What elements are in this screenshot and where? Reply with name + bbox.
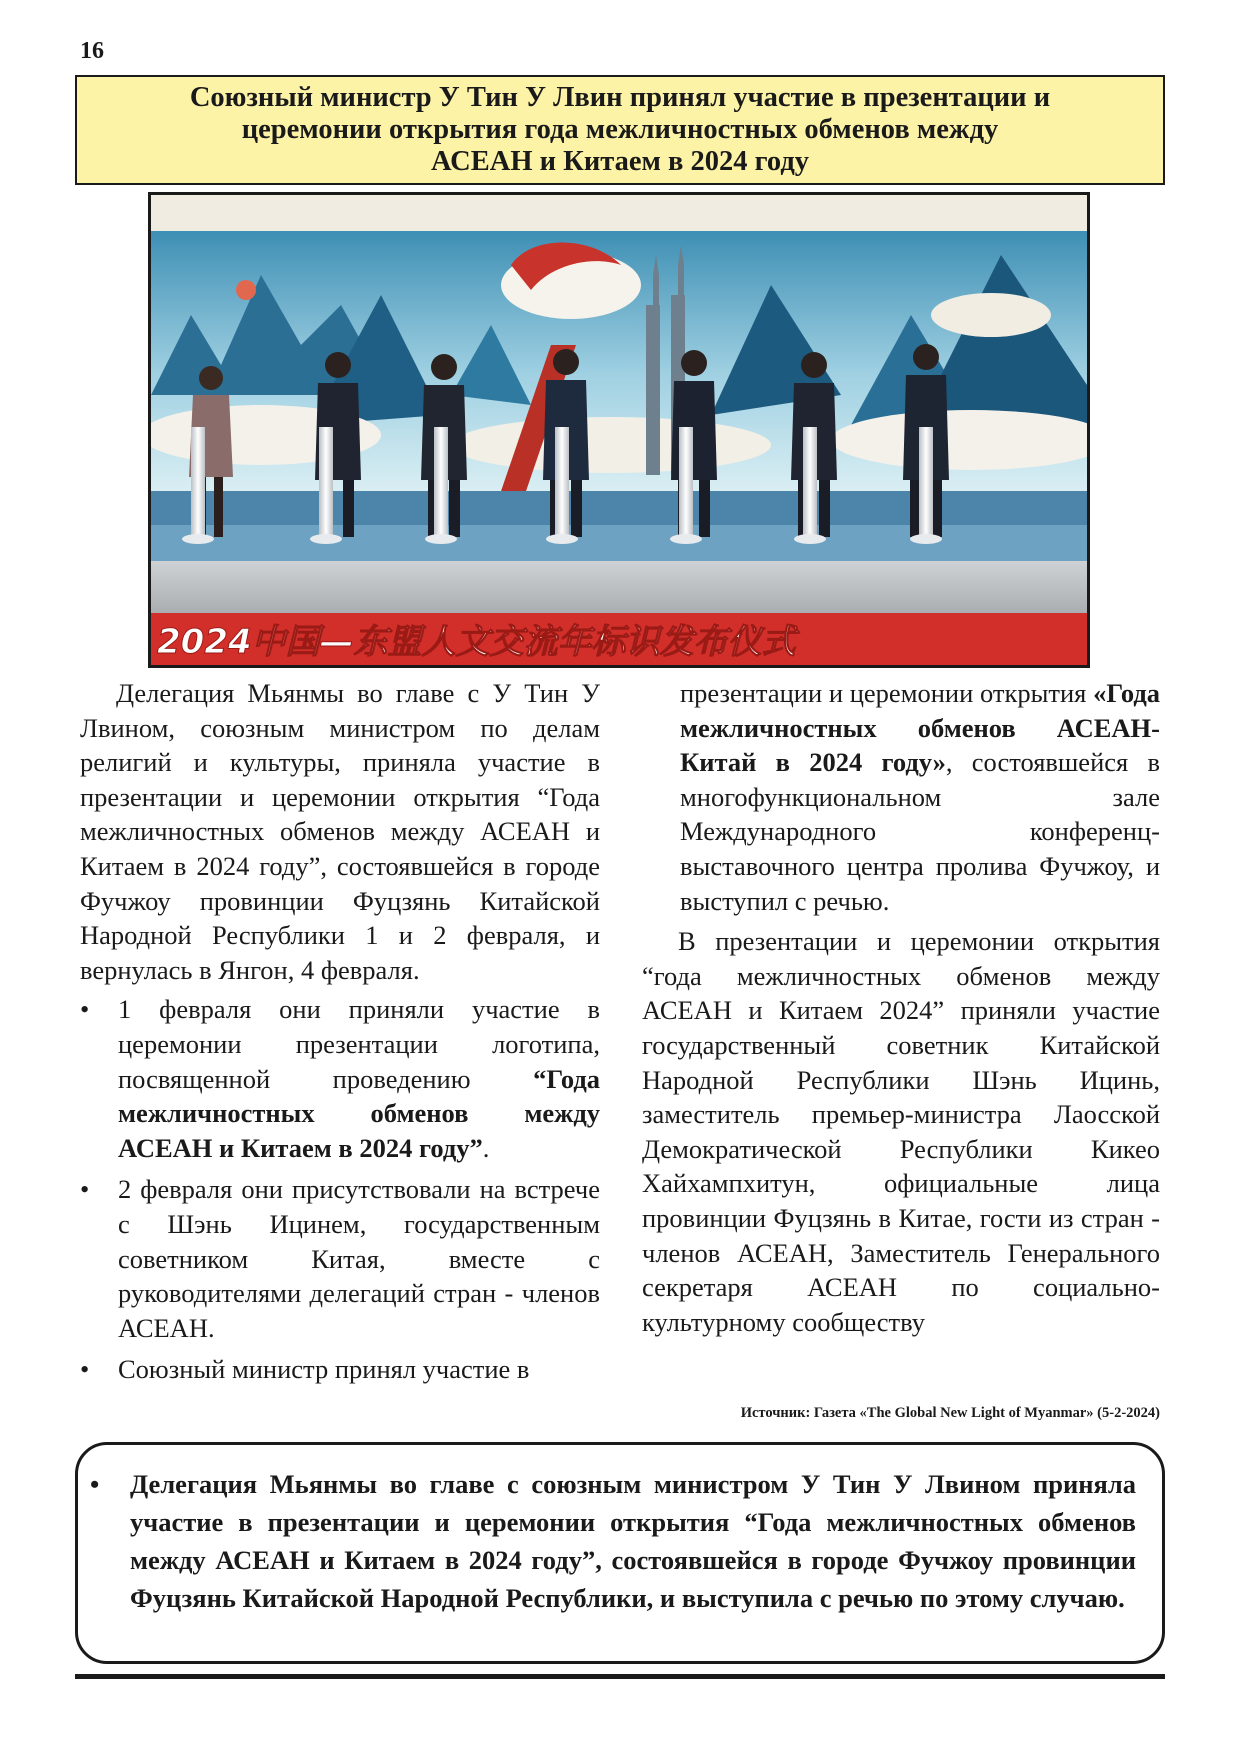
summary-text: • Делегация Мьянмы во главе с союзным министром У Тин У Лвином приняла участие в презентации и церемонии открытия “Года межличностных обменов между АСЕАН и Китаем в 2024 году”, состоявшейся в городе Фучжоу провинции Фуцзянь Китайской Народной Республики, и выступила с речью по этому случаю.	[130, 1465, 1136, 1617]
article-title-line-1: Союзный министр У Тин У Лвин принял участие в презентации и	[189, 82, 1051, 113]
bottom-divider	[75, 1674, 1165, 1679]
bullet-item-1	[80, 992, 600, 1165]
source-credit: Источник: Газета «The Global New Light of Myanmar» (5-2-2024)	[740, 1405, 1160, 1421]
bullet-item-3: • Союзный министр принял участие в	[80, 1352, 600, 1387]
bullet-3-continuation	[642, 676, 1160, 918]
ceremony-photo	[148, 192, 1090, 668]
article-title-line-3: АСЕАН и Китаем в 2024 году	[430, 146, 809, 177]
continuation-end: , состоявшейся в многофункциональном зале Международного конференц-выставочного центра пролива Фучжоу, и выступил с речью.	[680, 747, 1160, 916]
ceremony-photo-illustration	[151, 195, 1087, 665]
continuation-bold: «Года межличностных обменов АСЕАН-Китай в 2024 году»	[680, 678, 1160, 778]
left-column	[80, 676, 600, 1387]
intro-paragraph: Делегация Мьянмы во главе с У Тин У Лвином, союзным министром по делам религий и культуры, приняла участие в презентации и церемонии открытия “Года межличностных обменов между АСЕАН и Китаем в 2024 году”, состоявшейся в городе Фучжоу провинции Фуцзянь Китайской Народной Республики 1 и 2 февраля, и вернулась в Янгон, 4 февраля.	[80, 678, 600, 985]
bullet-1-end: .	[482, 1132, 490, 1163]
photo-banner-text: 2024中国—东盟人文交流年标识发布仪式	[157, 622, 796, 662]
article-title-line-2: церемонии открытия года межличностных обменов между	[241, 114, 999, 145]
bullet-1-text: 1 февраля они приняли участие в церемонии презентации логотипа, посвященной проведению	[118, 994, 600, 1094]
article-title-box	[75, 75, 1165, 185]
summary-box	[75, 1442, 1165, 1664]
continuation-text: презентации и церемонии открытия	[680, 678, 1094, 708]
event-bullet-list	[80, 992, 600, 1387]
bullet-item-2: • 2 февраля они присутствовали на встрече с Шэнь Ицинем, государственным советником Китая, вместе с руководителями делегаций стран - членов АСЕАН.	[80, 1172, 600, 1345]
bullet-1-bold: “Года межличностных обменов между АСЕАН и Китаем в 2024 году”	[118, 1063, 600, 1163]
right-column	[642, 676, 1160, 1339]
page-number: 16	[80, 38, 104, 64]
participants-paragraph: В презентации и церемонии открытия “года межличностных обменов между АСЕАН и Китаем 2024” приняли участие государственный советник Китайской Народной Республики Шэнь Ицинь, заместитель премьер-министра Лаосской Демократической Республики Кикео Хайхампхитун, официальные лица провинции Фуцзянь в Китае, гости из стран - членов АСЕАН, Заместитель Генерального секретаря АСЕАН по социально-культурному сообществу	[642, 926, 1160, 1337]
